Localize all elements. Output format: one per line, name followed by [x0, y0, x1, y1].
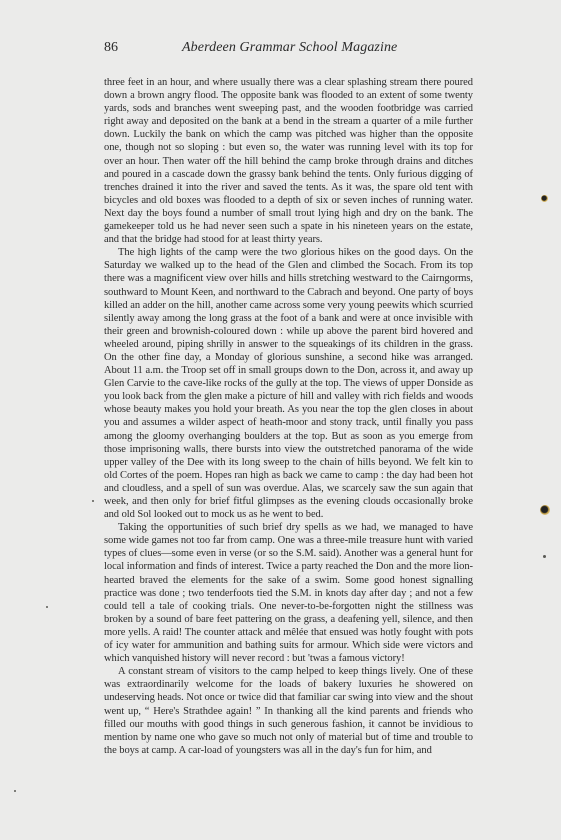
- paragraph-games: Taking the opportunities of such brief dry spells as we had, we managed to have some wide games not too far from camp. One was a three-mile treasure hunt with varied types of clues—some even in verse (or so the S.M. said). Another was a general hunt for local information and finds of interest. Twice a party reached the Don and the more lion-hearted braved the elements for the sake of a swim. Some good honest signalling practice was done ; two tenderfoots tied the S.M. in knots day after day ; and not a few could tell a tale of cooking trials. One never-to-be-forgotten night the stillness was broken by a sound of bare feet pattering on the grass, a deafening yell, silence, and then more yells. A raid! The counter attack and mêlée that ensued was hotly fought with pots of icy water for ammunition and bathing suits for armour. Which side were victors and which vanquished history will never record : but 'twas a famous victory!: [104, 522, 473, 665]
- paper-speck: [14, 790, 16, 792]
- paper-speck: [543, 555, 546, 558]
- page-header: [104, 40, 469, 56]
- running-title: Aberdeen Grammar School Magazine: [182, 40, 398, 55]
- paragraph-visitors: A constant stream of visitors to the camp helped to keep things lively. One of these was extraordinarily welcome for the loads of bakery luxuries he showered on undeserving heads. Not once or twice did that familiar car swing into view and the shout went up, “ Here's Strathdee again! ” In thanking all the kind parents and friends who filled our mouths with good things in such generous fashion, it cannot be invidious to mention by name one who gave so much not only of material but of time and trouble to the boys at camp. A car-load of youngsters was all in the day's fun for him, and: [104, 666, 473, 756]
- paper-speck: [92, 500, 94, 502]
- binding-hole-lower: [540, 505, 550, 515]
- binding-hole-upper: [541, 195, 548, 202]
- paragraph-hikes: The high lights of the camp were the two glorious hikes on the good days. On the Saturday we walked up to the head of the Glen and climbed the Socach. From its top there was a magnificent view over hills and hills stretching westward to the Cairngorms, southward to Mount Keen, and northward to the Cabrach and beyond. One party of boys killed an adder on the hill, another came across some very young peewits which scurried silently away among the long grass at the foot of a bank and were at once invisible with their green and brownish-coloured down : while up above the parent bird hovered and wheeled around, piping shrilly in answer to the squeakings of its children in the grass. On the other fine day, a Monday of glorious sunshine, a second hike was arranged. About 11 a.m. the Troop set off in small groups down to the Don, across it, and away up Glen Carvie to the cave-like rocks of the gully at the top. The views of upper Donside as you look back from the glen make a picture of hill and valley with rich fields and woods whose beauty makes you hold your breath. As you near the top the glen closes in about you and assumes a wilder aspect of heath-moor and stony track, until finally you pass among the gloomy overhanging boulders at the top. But as soon as you emerge from those imprisoning walls, there bursts into view the outstretched panorama of the wide upper valley of the Dee with its long sweep to the chain of hills beyond. We felt kin to old Cortes of the poem. Hopes ran high as back we came to camp : the day had been hot and cloudless, and a spell of sun was overdue. Alas, we scarcely saw the sun again that week, and then only for brief fitful glimpses as the evening clouds occasionally broke and old Sol looked out to mock us as he went to bed.: [104, 247, 473, 521]
- page-number: 86: [104, 40, 118, 55]
- paper-speck: [46, 606, 48, 608]
- paragraph-flood: three feet in an hour, and where usually there was a clear splashing stream there poured down a brown angry flood. The opposite bank was flooded to an extent of some twenty yards, sods and branches went sweeping past, and the wooden footbridge was carried right away and deposited on the bank at a bend in the stream a quarter of a mile further down. Luckily the bank on which the camp was pitched was higher than the opposite one, though not so sloping : but even so, the water was running level with its top for over an hour. Then water off the hill behind the camp broke through drains and ditches and poured in a cascade down the grassy bank behind the tents. Only furious digging of trenches drained it into the river and saved the tents. As it was, the spare old tent with bicycles and old boxes was flooded to a depth of six or seven inches of running water. Next day the boys found a number of small trout lying high and dry on the bank. The gamekeeper told us he had never seen such a spate in his nineteen years on the estate, and that the bridge had stood for at least thirty years.: [104, 77, 473, 246]
- article-body: [104, 76, 473, 757]
